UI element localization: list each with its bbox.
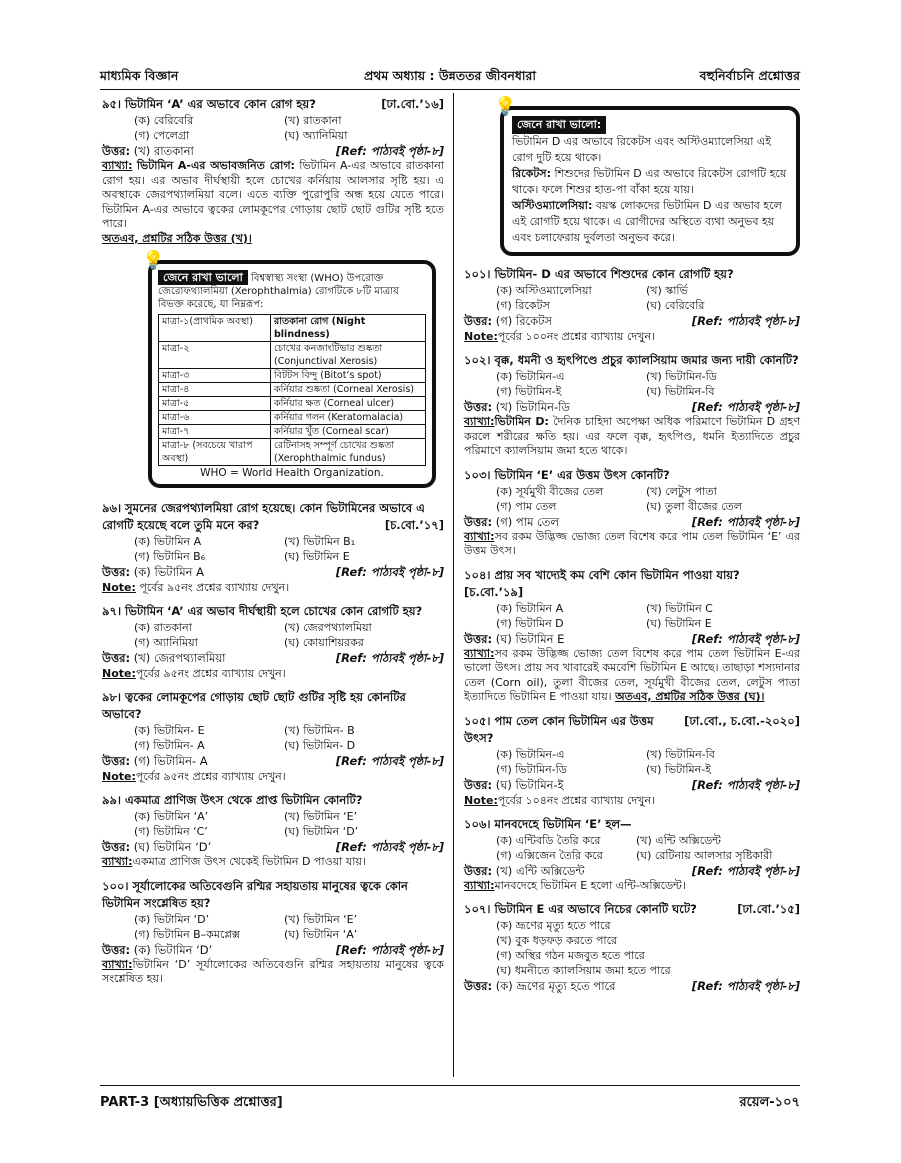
explanation: ব্যাখ্যা:মানবদেহে ভিটামিন E হলো এন্টি-অক্সিডেন্ট। — [464, 878, 686, 892]
explanation: ব্যাখ্যা:একমাত্র প্রাণিজ উৎস থেকেই ভিটামিন D পাওয়া যায়। — [102, 855, 366, 868]
options: (ক) ভিটামিন ‘D’ (খ) ভিটামিন ‘E’ (গ) ভিটামিন B–কমপ্লেক্স (ঘ) ভিটামিন ‘A’ — [134, 912, 358, 941]
header-chapter: প্রথম অধ্যায় : উন্নততর জীবনধারা — [363, 68, 537, 83]
options: (ক) ভিটামিন A (খ) ভিটামিন B₁ (গ) ভিটামিন B₆ (ঘ) ভিটামিন E — [134, 535, 356, 563]
answer: [Ref: পাঠ্যবই পৃষ্ঠা-৮] উত্তর: (গ) পাম তেল — [464, 514, 800, 529]
answer: [Ref: পাঠ্যবই পৃষ্ঠা-৮] উত্তর: (খ) রাতকানা — [102, 144, 444, 158]
answer: [Ref: পাঠ্যবই পৃষ্ঠা-৮] উত্তর: (ঘ) ভিটামিন ‘D’ — [102, 840, 444, 854]
left-column — [102, 96, 444, 987]
note: Note:পূর্বের ৯৫নং প্রশ্নের ব্যাখ্যায় দেখুন। — [102, 667, 286, 680]
answer: [Ref: পাঠ্যবই পৃষ্ঠা-৮] উত্তর: (খ) জেরপথ্যালমিয়া — [102, 651, 444, 665]
header-subject: মাধ্যমিক বিজ্ঞান — [100, 68, 179, 83]
question-101: ১০১। ভিটামিন- D এর অভাবে শিশুদের কোন রোগটি হয়? (ক) অস্টিওম্যালেসিয়া (খ) স্কার্ভি (গ) রিকেটস (ঘ) বেরিবেরি [Ref: পাঠ্যবই পৃষ্ঠা-৮] উত্তর: (গ) রিকেটস Note:পূর্বের ১০০নং প্রশ্নের ব্যাখ্যায় দেখুন। — [464, 267, 800, 343]
table-row: মাত্রা-৮ (সবচেয়ে খারাপ অবস্থা) রেটিনাসহ সম্পূর্ণ চোখের শুষ্কতা (Xerophthalmic fundus) — [159, 439, 426, 466]
options: (ক) ভিটামিন-এ (খ) ভিটামিন-বি (গ) ভিটামিন-ডি (ঘ) ভিটামিন-ই — [496, 747, 715, 776]
table-row: মাত্রা-৫ কর্নিয়ার ক্ষত (Corneal ulcer) — [159, 397, 426, 411]
vitamin-d-info-box: 💡 জেনে রাখা ভালো: ভিটামিন D এর অভাবে রিকেটস এবং অস্টিওম্যালেসিয়া এই রোগ দুটি হয়ে থাকে। রিকেটস: শিশুদের ভিটামিন D এর অভাবে রিকেটস রোগটি হয়ে থাকে। ফলে শিশুর হাত-পা বাঁকা হয়ে যায়। অস্টিওম্যালেসিয়া: বয়স্ক লোকদের ভিটামিন D এর অভাব হলে এই রোগটি হয়ে থাকে। এ রোগীদের অস্থিতে ব্যথা অনুভব হয় এবং চলাফেরায় দুর্বলতা অনুভব করে। — [500, 106, 800, 256]
question-99: ৯৯। একমাত্র প্রাণিজ উৎস থেকে প্রাপ্ত ভিটামিন কোনটি? (ক) ভিটামিন ‘A’ (খ) ভিটামিন ‘E’ (গ) ভিটামিন ‘C’ (ঘ) ভিটামিন ‘D’ [Ref: পাঠ্যবই পৃষ্ঠা-৮] উত্তর: (ঘ) ভিটামিন ‘D’ ব্যাখ্যা:একমাত্র প্রাণিজ উৎস থেকেই ভিটামিন D পাওয়া যায়। — [102, 793, 444, 868]
header-divider — [100, 89, 800, 90]
question-98: ৯৮। ত্বকের লোমকূপের গোড়ায় ছোট ছোট গুটির সৃষ্টি হয় কোনটির অভাবে? (ক) ভিটামিন- E (খ) ভিটামিন- B (গ) ভিটামিন- A (ঘ) ভিটামিন- D [Ref: পাঠ্যবই পৃষ্ঠা-৮] উত্তর: (গ) ভিটামিন- A Note:পূর্বের ৯৫নং প্রশ্নের ব্যাখ্যায় দেখুন। — [102, 690, 444, 783]
header-section: বহুনির্বাচনি প্রশ্নোত্তর — [699, 68, 800, 83]
question-104: ১০৪। প্রায় সব খাদ্যেই কম বেশি কোন ভিটামিন পাওয়া যায়? [চ.বো.’১৯] (ক) ভিটামিন A (খ) ভিটামিন C (গ) ভিটামিন D (ঘ) ভিটামিন E [Ref: পাঠ্যবই পৃষ্ঠা-৮] উত্তর: (ঘ) ভিটামিন E ব্যাখ্যা:সব রকম উদ্ভিজ্জ ভোজ্য তেল বিশেষ করে পাম তেল ভিটামিন E-এর ভালো উৎস। প্রায় সব খাবারেই কমবেশি ভিটামিন E আছে। তাছাড়া শস্যদানার তেল (Corn oil), তুলা বীজের তেল, সূর্যমুখী বীজের তেল, লেটুস পাতা ইত্যাদিতে ভিটামিন E পাওয়া যায়। অতএব, প্রশ্নটির সঠিক উত্তর (ঘ)। — [464, 567, 800, 703]
tip-heading: জেনে রাখা ভালো: — [512, 116, 606, 134]
question-96: ৯৬। সুমনের জেরপথ্যালমিয়া রোগ হয়েছে। কোন ভিটামিনের অভাবে এ রোগটি হয়েছে বলে তুমি মনে কর? [চ.বো.’১৭] (ক) ভিটামিন A (খ) ভিটামিন B₁ (গ) ভিটামিন B₆ (ঘ) ভিটামিন E [Ref: পাঠ্যবই পৃষ্ঠা-৮] উত্তর: (ক) ভিটামিন A Note: পূর্বের ৯৫নং প্রশ্নের ব্যাখ্যায় দেখুন। — [102, 501, 444, 594]
page-number: রয়েল-১০৭ — [739, 1095, 800, 1110]
answer: [Ref: পাঠ্যবই পৃষ্ঠা-৮] উত্তর: (গ) ভিটামিন- A — [102, 754, 444, 768]
question-100: ১০০। সূর্যালোকের অতিবেগুনি রশ্মির সহায়তায় মানুষের ত্বকে কোন ভিটামিন সংশ্লেষিত হয়? (ক) ভিটামিন ‘D’ (খ) ভিটামিন ‘E’ (গ) ভিটামিন B–কমপ্লেক্স (ঘ) ভিটামিন ‘A’ [Ref: পাঠ্যবই পৃষ্ঠা-৮] উত্তর: (ক) ভিটামিন ‘D’ ব্যাখ্যা:ভিটামিন ‘D’ সূর্যালোকের অতিবেগুনি রশ্মির সহায়তায় মানুষের ত্বকে সংশ্লেষিত হয়। — [102, 878, 444, 985]
explanation: ব্যাখ্যা:ভিটামিন D: দৈনিক চাহিদা অপেক্ষা অধিক পরিমাণে ভিটামিন D গ্রহণ করলে শরীরের ক্ষতি হয়। এর ফলে বৃক্ক, হৃৎপিণ্ড, ধমনি ইত্যাদিতে প্রচুর পরিমাণে ক্যালসিয়াম জমা হতে থাকে। — [464, 415, 800, 457]
who-stage-table — [158, 314, 426, 466]
options: (ক) সূর্যমুখী বীজের তেল (খ) লেটুস পাতা (গ) পাম তেল (ঘ) তুলা বীজের তেল — [496, 484, 743, 513]
question-97: ৯৭। ভিটামিন ‘A’ এর অভাব দীর্ঘস্থায়ী হলে চোখের কোন রোগটি হয়? (ক) রাতকানা (খ) জেরপথ্যালমিয়া (গ) অ্যানিমিয়া (ঘ) কোয়াশিয়রকর [Ref: পাঠ্যবই পৃষ্ঠা-৮] উত্তর: (খ) জেরপথ্যালমিয়া Note:পূর্বের ৯৫নং প্রশ্নের ব্যাখ্যায় দেখুন। — [102, 604, 444, 680]
answer: [Ref: পাঠ্যবই পৃষ্ঠা-৮] উত্তর: (ক) ভ্রূণের মৃত্যু হতে পারে — [464, 979, 800, 993]
answer: [Ref: পাঠ্যবই পৃষ্ঠা-৮] উত্তর: (খ) এন্টি অক্সিডেন্ট — [464, 863, 800, 878]
footer-part: PART-3 [অধ্যায়ভিত্তিক প্রশ্নোত্তর] — [100, 1095, 283, 1110]
who-info-box: 💡 জেনে রাখা ভালো বিশ্বস্বাস্থ্য সংস্থা (WHO) উপরোক্ত জেরোফথ্যালমিয়া (Xerophthalmia) রোগটিকে ৮টি মাত্রায় বিভক্ত করেছে, যা নিম্নরূপ: মাত্রা-১(প্রাথমিক অবস্থা) রাতকানা রোগ (Night blindness) মাত্রা-২ চোখের কনজাংটিভার শুষ্কতা (Conjunctival Xerosis) মাত্রা-৩ বিটটস বিন্দু (Bitot’s spot) মাত্রা-৪ কর্নিয়ার শুষ্কতা (Corneal Xerosis) মাত্রা-৫ কর্নিয়ার ক্ষত (Corneal ulcer) মাত্রা-৬ কর্নিয়ার গলন (Keratomalacia) মাত্রা-৭ কর্নিয়ার খুঁত (Corneal scar) মাত্রা-৮ (সবচেয়ে খারাপ অবস্থা) রেটিনাসহ সম্পূর্ণ চোখের শুষ্কতা (Xerophthalmic fundus) WHO = World Health Organization. — [148, 260, 436, 488]
answer: [Ref: পাঠ্যবই পৃষ্ঠা-৮] উত্তর: (ক) ভিটামিন ‘D’ — [102, 942, 444, 957]
answer: [Ref: পাঠ্যবই পৃষ্ঠা-৮] উত্তর: (খ) ভিটামিন-ডি — [464, 400, 800, 414]
explanation: ব্যাখ্যা: ভিটামিন A-এর অভাবজনিত রোগ: ভিটামিন A-এর অভাবে রাতকানা রোগ হয়। এর অভাব দীর্ঘস্থায়ী হলে চোখের কর্নিয়ায় আলসার সৃষ্টি হয়। এ অবস্থাকে জেরপথ্যালমিয়া বলে। এতে ব্যক্তি পুরোপুরি অন্ধ হয়ে যেতে পারে। ভিটামিন A-এর অভাবে ত্বকের লোমকূপের গোড়ায় ছোট ছোট গুটির সৃষ্টি হতে পারে। — [102, 159, 444, 230]
question-95: [ঢা.বো.’১৬] ৯৫। ভিটামিন ‘A’ এর অভাবে কোন রোগ হয়? (ক) বেরিবেরি (খ) রাতকানা (গ) পেলেগ্রা (ঘ) অ্যানিমিয়া [Ref: পাঠ্যবই পৃষ্ঠা-৮] উত্তর: (খ) রাতকানা ব্যাখ্যা: ভিটামিন A-এর অভাবজনিত রোগ: ভিটামিন A-এর অভাবে রাতকানা রোগ হয়। এর অভাব দীর্ঘস্থায়ী হলে চোখের কর্নিয়ায় আলসার সৃষ্টি হয়। এ অবস্থাকে জেরপথ্যালমিয়া বলে। এতে ব্যক্তি পুরোপুরি অন্ধ হয়ে যেতে পারে। ভিটামিন A-এর অভাবে ত্বকের লোমকূপের গোড়ায় ছোট ছোট গুটির সৃষ্টি হতে পারে। অতএব, প্রশ্নটির সঠিক উত্তর (খ)। — [102, 97, 444, 245]
conclusion: অতএব, প্রশ্নটির সঠিক উত্তর (খ)। — [102, 231, 252, 245]
table-row: মাত্রা-৬ কর্নিয়ার গলন (Keratomalacia) — [159, 411, 426, 425]
options: (ক) রাতকানা (খ) জেরপথ্যালমিয়া (গ) অ্যানিমিয়া (ঘ) কোয়াশিয়রকর — [134, 621, 372, 649]
lightbulb-icon: 💡 — [142, 250, 165, 271]
tip-heading: জেনে রাখা ভালো — [158, 270, 248, 285]
options: (ক) ভিটামিন- E (খ) ভিটামিন- B (গ) ভিটামিন- A (ঘ) ভিটামিন- D — [134, 724, 356, 752]
explanation: ব্যাখ্যা:ভিটামিন ‘D’ সূর্যালোকের অতিবেগুনি রশ্মির সহায়তায় মানুষের ত্বকে সংশ্লেষিত হয়। — [102, 957, 444, 985]
answer: [Ref: পাঠ্যবই পৃষ্ঠা-৮] উত্তর: (ঘ) ভিটামিন E — [464, 631, 800, 646]
table-row: মাত্রা-৪ কর্নিয়ার শুষ্কতা (Corneal Xerosis) — [159, 383, 426, 397]
page-header — [100, 66, 800, 88]
note: Note:পূর্বের ১০০নং প্রশ্নের ব্যাখ্যায় দেখুন। — [464, 330, 655, 343]
note: Note:পূর্বের ১০৪নং প্রশ্নের ব্যাখ্যায় দেখুন। — [464, 793, 655, 807]
options: (ক) অস্টিওম্যালেসিয়া (খ) স্কার্ভি (গ) রিকেটস (ঘ) বেরিবেরি — [496, 284, 705, 312]
table-row: মাত্রা-১(প্রাথমিক অবস্থা) রাতকানা রোগ (Night blindness) — [159, 315, 426, 342]
conclusion: অতএব, প্রশ্নটির সঠিক উত্তর (ঘ)। — [615, 690, 765, 703]
explanation: ব্যাখ্যা:সব রকম উদ্ভিজ্জ ভোজ্য তেল বিশেষ করে পাম তেল ভিটামিন E-এর ভালো উৎস। প্রায় সব খাবারেই কমবেশি ভিটামিন E আছে। তাছাড়া শস্যদানার তেল (Corn oil), তুলা বীজের তেল, সূর্যমুখী বীজের তেল, লেটুস পাতা ইত্যাদিতে ভিটামিন E পাওয়া যায়। অতএব, প্রশ্নটির সঠিক উত্তর (ঘ)। — [464, 646, 800, 703]
footer-divider — [100, 1085, 800, 1086]
options: (ক) ভ্রূণের মৃত্যু হতে পারে (খ) বুক ধড়ফড় করতে পারে (গ) অস্থির গঠন মজবুত হতে পারে (ঘ) ধমনীতে ক্যালসিয়াম জমা হতে পারে — [496, 919, 671, 977]
question-103: ১০৩। ভিটামিন ‘E’ এর উত্তম উৎস কোনটি? (ক) সূর্যমুখী বীজের তেল (খ) লেটুস পাতা (গ) পাম তেল (ঘ) তুলা বীজের তেল [Ref: পাঠ্যবই পৃষ্ঠা-৮] উত্তর: (গ) পাম তেল ব্যাখ্যা:সব রকম উদ্ভিজ্জ ভোজ্য তেল বিশেষ করে পাম তেল ভিটামিন ‘E’ এর উত্তম উৎস। — [464, 467, 800, 557]
answer: [Ref: পাঠ্যবই পৃষ্ঠা-৮] উত্তর: (ক) ভিটামিন A — [102, 565, 444, 579]
options: (ক) ভিটামিন A (খ) ভিটামিন C (গ) ভিটামিন D (ঘ) ভিটামিন E — [496, 601, 713, 630]
answer: [Ref: পাঠ্যবই পৃষ্ঠা-৮] উত্তর: (ঘ) ভিটামিন-ই — [464, 777, 800, 792]
question-102: ১০২। বৃক্ক, ধমনী ও হৃৎপিণ্ডে প্রচুর ক্যালসিয়াম জমার জন্য দায়ী কোনটি? (ক) ভিটামিন-এ (খ) ভিটামিন-ডি (গ) ভিটামিন-ই (ঘ) ভিটামিন-বি [Ref: পাঠ্যবই পৃষ্ঠা-৮] উত্তর: (খ) ভিটামিন-ডি ব্যাখ্যা:ভিটামিন D: দৈনিক চাহিদা অপেক্ষা অধিক পরিমাণে ভিটামিন D গ্রহণ করলে শরীরের ক্ষতি হয়। এর ফলে বৃক্ক, হৃৎপিণ্ড, ধমনি ইত্যাদিতে প্রচুর পরিমাণে ক্যালসিয়াম জমা হতে থাকে। — [464, 353, 800, 457]
table-row: মাত্রা-৩ বিটটস বিন্দু (Bitot’s spot) — [159, 369, 426, 383]
right-column — [464, 96, 800, 994]
options: (ক) ভিটামিন ‘A’ (খ) ভিটামিন ‘E’ (গ) ভিটামিন ‘C’ (ঘ) ভিটামিন ‘D’ — [134, 810, 359, 838]
options: (ক) এন্টিবডি তৈরি করে (খ) এন্টি অক্সিডেন্ট (গ) এক্সিজেন তৈরি করে (ঘ) রেটিনায় আলসার সৃষ্টিকারী — [496, 833, 773, 862]
options: (ক) বেরিবেরি (খ) রাতকানা (গ) পেলেগ্রা (ঘ) অ্যানিমিয়া — [134, 114, 348, 142]
options: (ক) ভিটামিন-এ (খ) ভিটামিন-ডি (গ) ভিটামিন-ই (ঘ) ভিটামিন-বি — [496, 370, 717, 398]
answer: [Ref: পাঠ্যবই পৃষ্ঠা-৮] উত্তর: (গ) রিকেটস — [464, 314, 800, 328]
question-107: [ঢা.বো.’১৫] ১০৭। ভিটামিন E এর অভাবে নিচের কোনটি ঘটে? (ক) ভ্রূণের মৃত্যু হতে পারে (খ) বুক ধড়ফড় করতে পারে (গ) অস্থির গঠন মজবুত হতে পারে (ঘ) ধমনীতে ক্যালসিয়াম জমা হতে পারে [Ref: পাঠ্যবই পৃষ্ঠা-৮] উত্তর: (ক) ভ্রূণের মৃত্যু হতে পারে — [464, 902, 800, 993]
lightbulb-icon: 💡 — [494, 96, 517, 117]
who-footer: WHO = World Health Organization. — [200, 467, 384, 479]
question-105: [ঢা.বো., চ.বো.-২০২০] ১০৫। পাম তেল কোন ভিটামিন এর উত্তম উৎস? (ক) ভিটামিন-এ (খ) ভিটামিন-বি (গ) ভিটামিন-ডি (ঘ) ভিটামিন-ই [Ref: পাঠ্যবই পৃষ্ঠা-৮] উত্তর: (ঘ) ভিটামিন-ই Note:পূর্বের ১০৪নং প্রশ্নের ব্যাখ্যায় দেখুন। — [464, 713, 800, 807]
note: Note: পূর্বের ৯৫নং প্রশ্নের ব্যাখ্যায় দেখুন। — [102, 581, 290, 594]
explanation: ব্যাখ্যা:সব রকম উদ্ভিজ্জ ভোজ্য তেল বিশেষ করে পাম তেল ভিটামিন ‘E’ এর উত্তম উৎস। — [464, 529, 800, 557]
note: Note:পূর্বের ৯৫নং প্রশ্নের ব্যাখ্যায় দেখুন। — [102, 770, 286, 783]
column-divider — [453, 93, 454, 1077]
table-row: মাত্রা-৭ কর্নিয়ার খুঁত (Corneal scar) — [159, 425, 426, 439]
table-row: মাত্রা-২ চোখের কনজাংটিভার শুষ্কতা (Conjunctival Xerosis) — [159, 342, 426, 369]
question-106: ১০৬। মানবদেহে ভিটামিন ‘E’ হল— (ক) এন্টিবডি তৈরি করে (খ) এন্টি অক্সিডেন্ট (গ) এক্সিজেন তৈরি করে (ঘ) রেটিনায় আলসার সৃষ্টিকারী [Ref: পাঠ্যবই পৃষ্ঠা-৮] উত্তর: (খ) এন্টি অক্সিডেন্ট ব্যাখ্যা:মানবদেহে ভিটামিন E হলো এন্টি-অক্সিডেন্ট। — [464, 816, 800, 892]
